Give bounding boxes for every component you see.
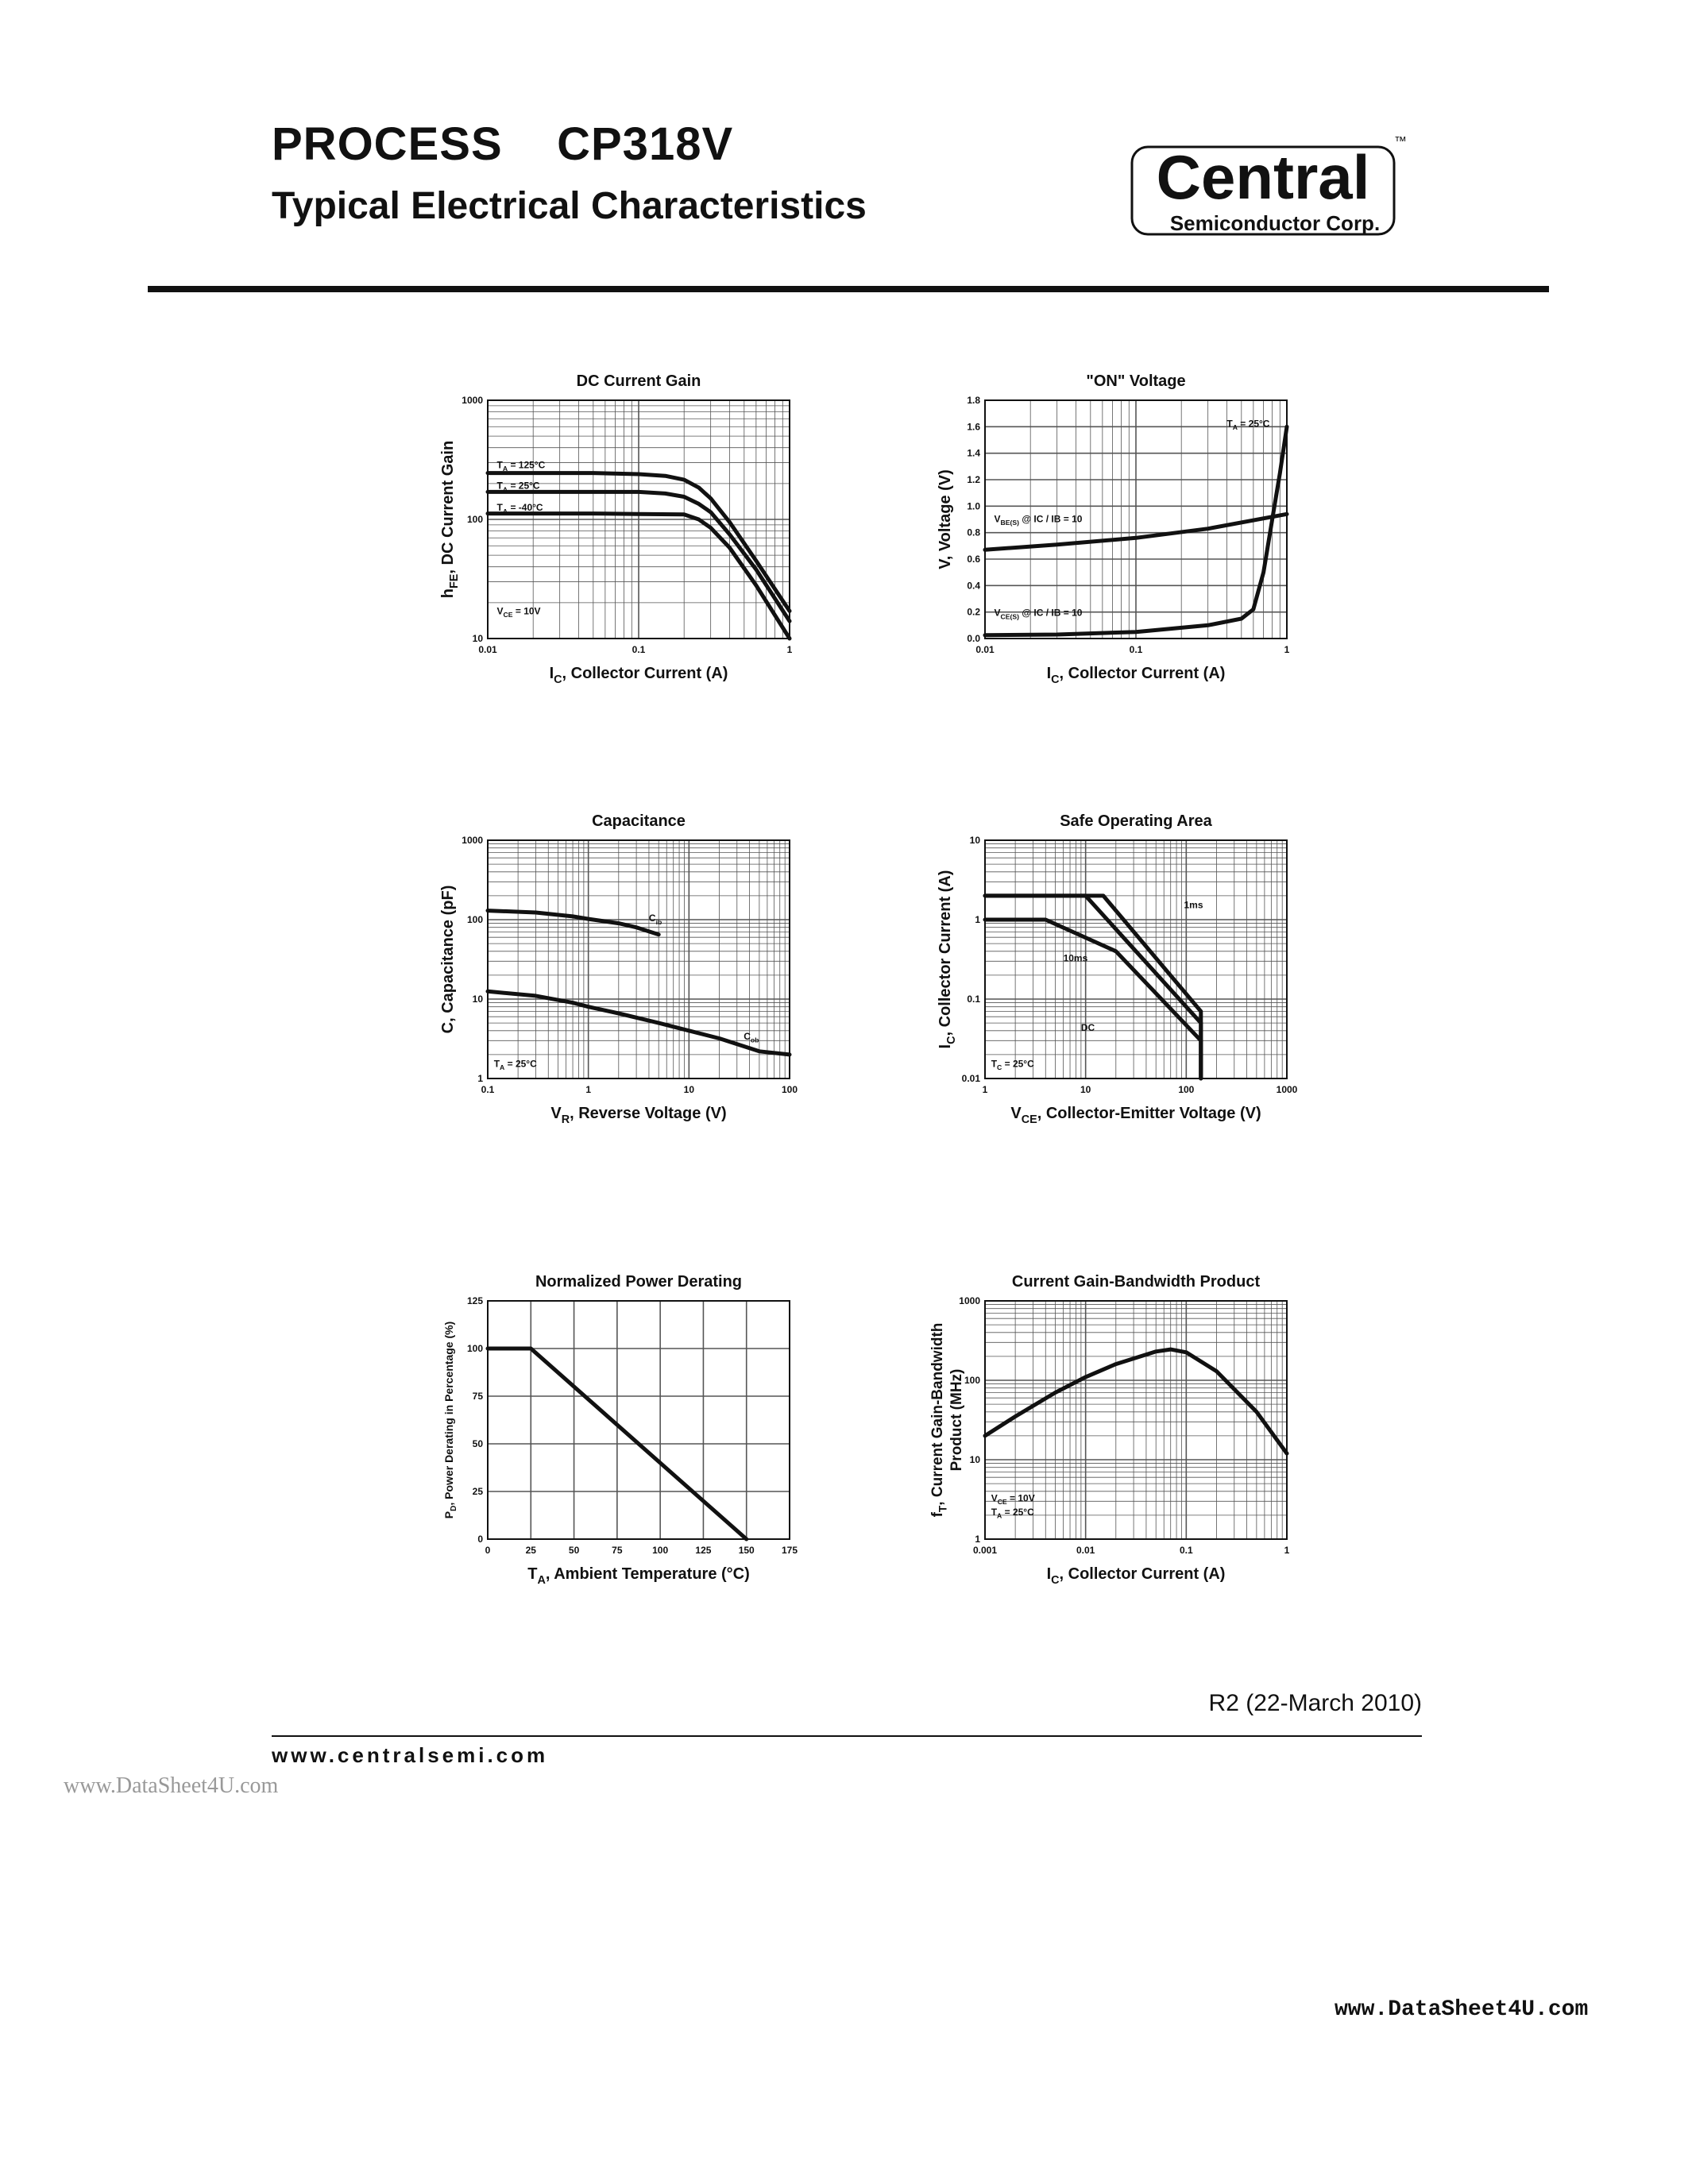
y-tick-label: 1 bbox=[477, 1073, 483, 1084]
chart-annotation: DC bbox=[1080, 1021, 1095, 1033]
power-derating-chart bbox=[429, 1271, 802, 1587]
x-tick-label: 1 bbox=[982, 1084, 988, 1095]
capacitance-chart bbox=[429, 810, 802, 1126]
x-tick-label: 150 bbox=[738, 1545, 755, 1556]
y-tick-label: 0 bbox=[477, 1534, 483, 1545]
chart-title: "ON" Voltage bbox=[1086, 372, 1186, 390]
plot-frame bbox=[488, 1301, 790, 1539]
x-tick-label: 100 bbox=[652, 1545, 669, 1556]
y-tick-label: 1.8 bbox=[967, 395, 980, 406]
y-tick-label: 0.01 bbox=[961, 1073, 980, 1084]
x-tick-label: 0.1 bbox=[632, 644, 646, 655]
x-tick-label: 1 bbox=[1284, 1545, 1290, 1556]
chart-annotation: 10ms bbox=[1063, 952, 1088, 964]
gain-bandwidth-chart bbox=[926, 1271, 1300, 1587]
y-tick-label: 10 bbox=[969, 835, 980, 846]
y-tick-label: 1.4 bbox=[967, 447, 980, 459]
y-axis-label: $I_C$, Collector Current (A) bbox=[937, 870, 958, 1049]
logo-main: Central bbox=[1156, 142, 1370, 212]
y-tick-label: 1000 bbox=[959, 1295, 980, 1306]
x-tick-label: 0.01 bbox=[975, 644, 995, 655]
chart-title: Current Gain-Bandwidth Product bbox=[1011, 1273, 1261, 1291]
chart-grid bbox=[985, 840, 1287, 1078]
part-number: CP318V bbox=[557, 118, 734, 170]
x-axis-label: $I_C$, Collector Current (A) bbox=[1046, 1565, 1226, 1587]
chart-annotation: $T_C = 25^\circ C$ bbox=[991, 1058, 1034, 1071]
y-axis-label: $h_{FE}$, DC Current Gain bbox=[439, 440, 461, 599]
page-title bbox=[272, 118, 733, 171]
chart-title: DC Current Gain bbox=[576, 372, 701, 390]
x-axis-label: $I_C$, Collector Current (A) bbox=[549, 665, 728, 686]
x-tick-label: 1 bbox=[1284, 644, 1290, 655]
series-line-cib bbox=[488, 911, 659, 935]
website-link[interactable]: www.centralsemi.com bbox=[272, 1743, 549, 1767]
y-tick-label: 0.8 bbox=[967, 527, 980, 538]
y-tick-label: 1000 bbox=[462, 835, 483, 846]
series-line-ft bbox=[985, 1349, 1287, 1453]
chart-title: Safe Operating Area bbox=[1060, 812, 1212, 830]
x-tick-label: 0 bbox=[485, 1545, 491, 1556]
plot-frame bbox=[488, 840, 790, 1078]
y-tick-label: 0.0 bbox=[967, 633, 980, 644]
y-tick-label: 1 bbox=[975, 914, 980, 925]
chart-annotation: $C_{ib}$ bbox=[648, 913, 662, 926]
y-tick-label: 1.0 bbox=[967, 500, 980, 512]
logo-sub: Semiconductor Corp. bbox=[1169, 211, 1381, 235]
x-tick-label: 0.1 bbox=[481, 1084, 495, 1095]
x-tick-label: 75 bbox=[612, 1545, 623, 1556]
x-tick-label: 1 bbox=[786, 644, 793, 655]
x-tick-label: 25 bbox=[525, 1545, 536, 1556]
chart-annotation: $V_{CE(S)}$ @ IC / IB = 10 bbox=[994, 607, 1083, 621]
x-tick-label: 175 bbox=[781, 1545, 798, 1556]
chart-grid bbox=[488, 400, 790, 639]
chart-annotation: $V_{BE(S)}$ @ IC / IB = 10 bbox=[994, 513, 1083, 527]
x-axis-label: $V_R$, Reverse Voltage (V) bbox=[550, 1105, 727, 1126]
y-tick-label: 0.1 bbox=[967, 994, 980, 1005]
y-tick-label: 1.2 bbox=[967, 474, 980, 485]
y-axis-label: C, Capacitance (pF) bbox=[439, 885, 457, 1034]
chart-annotation: $T_A = -40^\circ C$ bbox=[496, 502, 543, 515]
y-tick-label: 0.6 bbox=[967, 554, 980, 565]
y-tick-label: 1 bbox=[975, 1534, 980, 1545]
chart-grid bbox=[488, 1301, 790, 1539]
y-tick-label: 50 bbox=[472, 1438, 483, 1449]
x-tick-label: 10 bbox=[683, 1084, 695, 1095]
logo-tm: ™ bbox=[1394, 135, 1407, 149]
y-axis-label: V, Voltage (V) bbox=[937, 469, 954, 569]
x-axis-label: $I_C$, Collector Current (A) bbox=[1046, 665, 1226, 686]
x-tick-label: 0.1 bbox=[1129, 644, 1143, 655]
y-axis-label-line2: Product (MHz) bbox=[948, 1368, 965, 1472]
header-rule bbox=[148, 286, 1549, 292]
x-tick-label: 0.1 bbox=[1179, 1545, 1193, 1556]
x-tick-label: 0.001 bbox=[972, 1545, 998, 1556]
x-axis-label: $V_{CE}$, Collector-Emitter Voltage (V) bbox=[1010, 1105, 1261, 1126]
chart-title: Capacitance bbox=[592, 812, 686, 830]
y-tick-label: 25 bbox=[472, 1486, 483, 1497]
y-tick-label: 75 bbox=[472, 1391, 483, 1402]
x-tick-label: 100 bbox=[1178, 1084, 1195, 1095]
y-tick-label: 100 bbox=[466, 914, 483, 925]
y-tick-label: 1.6 bbox=[967, 421, 980, 433]
y-tick-label: 100 bbox=[466, 1343, 483, 1354]
chart-annotation: $T_A = 25^\circ C$ bbox=[493, 1058, 537, 1071]
watermark-left: www.DataSheet4U.com bbox=[64, 1773, 279, 1798]
x-tick-label: 0.01 bbox=[1076, 1545, 1095, 1556]
plot-frame bbox=[985, 840, 1287, 1078]
x-axis-label: $T_A$, Ambient Temperature (°C) bbox=[527, 1565, 750, 1587]
x-tick-label: 10 bbox=[1080, 1084, 1091, 1095]
footer-rule bbox=[272, 1735, 1422, 1737]
central-logo bbox=[1116, 123, 1418, 242]
y-axis-label: $f_T$, Current Gain-Bandwidth bbox=[929, 1322, 949, 1518]
dc-current-gain-chart bbox=[429, 370, 802, 686]
chart-annotation: $V_{CE} = 10V$ bbox=[496, 605, 541, 619]
y-tick-label: 1000 bbox=[462, 395, 483, 406]
chart-annotation: $T_A = 25^\circ C$ bbox=[1226, 418, 1270, 431]
x-tick-label: 1000 bbox=[1276, 1084, 1298, 1095]
chart-annotation: $T_A = 125^\circ C$ bbox=[496, 459, 546, 473]
process-label: PROCESS bbox=[272, 118, 503, 170]
chart-annotation: $T_A = 25^\circ C$ bbox=[496, 480, 540, 494]
chart-annotation: $C_{ob}$ bbox=[744, 1030, 759, 1044]
chart-annotation: 1ms bbox=[1184, 899, 1203, 911]
y-axis-label: $P_D$, Power Derating in Percentage (%) bbox=[442, 1321, 459, 1519]
x-tick-label: 100 bbox=[781, 1084, 798, 1095]
safe-operating-area-chart bbox=[926, 810, 1300, 1126]
x-tick-label: 0.01 bbox=[478, 644, 497, 655]
x-tick-label: 50 bbox=[568, 1545, 580, 1556]
chart-annotation: $T_A = 25^\circ C$ bbox=[991, 1506, 1034, 1520]
x-tick-label: 125 bbox=[695, 1545, 712, 1556]
on-voltage-chart bbox=[926, 370, 1300, 686]
y-tick-label: 10 bbox=[472, 994, 483, 1005]
revision-label: R2 (22-March 2010) bbox=[1208, 1690, 1422, 1716]
watermark-right: www.DataSheet4U.com bbox=[1335, 1997, 1589, 2022]
chart-title: Normalized Power Derating bbox=[535, 1273, 743, 1291]
y-tick-label: 0.4 bbox=[967, 580, 980, 592]
y-tick-label: 100 bbox=[964, 1375, 980, 1386]
y-tick-label: 10 bbox=[472, 633, 483, 644]
y-tick-label: 125 bbox=[466, 1295, 483, 1306]
chart-annotation: $V_{CE} = 10V$ bbox=[991, 1492, 1035, 1506]
x-tick-label: 1 bbox=[585, 1084, 592, 1095]
y-tick-label: 0.2 bbox=[967, 606, 980, 618]
page-subtitle: Typical Electrical Characteristics bbox=[272, 185, 867, 227]
y-tick-label: 100 bbox=[466, 514, 483, 525]
chart-grid bbox=[488, 840, 790, 1078]
y-tick-label: 10 bbox=[969, 1454, 980, 1465]
